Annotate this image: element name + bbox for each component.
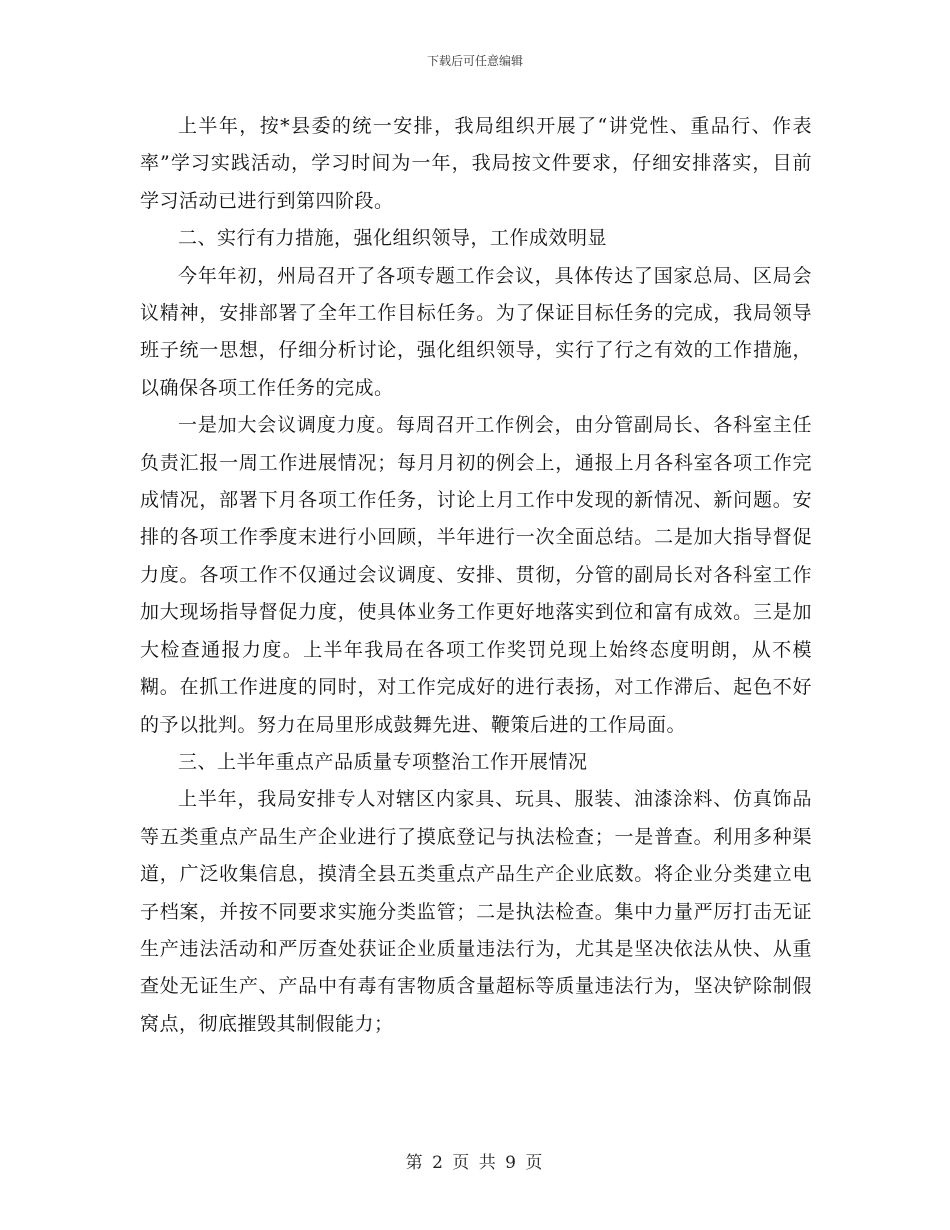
section-heading-2: 二、实行有力措施，强化组织领导，工作成效明显: [178, 227, 608, 250]
page-header: 下载后可任意编辑: [426, 54, 523, 68]
paragraph-study-activity: 上半年，按*县委的统一安排，我局组织开展了“讲党性、重品行、作表率”学习实践活动，学习时间为一年，我局按文件要求，仔细安排落实，目前学习活动已进行到第四阶段。: [140, 115, 812, 212]
paragraph-annual-tasks: 今年年初，州局召开了各项专题工作会议，具体传达了国家总局、区局会议精神，安排部署了全年工作目标任务。为了保证目标任务的完成，我局领导班子统一思想，仔细分析讨论，强化组织领导，实行了行之有效的工作措施，以确保各项工作任务的完成。: [140, 264, 812, 399]
paragraph-measures: 一是加大会议调度力度。每周召开工作例会，由分管副局长、各科室主任负责汇报一周工作进展情况；每月月初的例会上，通报上月各科室各项工作完成情况，部署下月各项工作任务，讨论上月工作中发现的新情况、新问题。安排的各项工作季度末进行小回顾，半年进行一次全面总结。二是加大指导督促力度。各项工作不仅通过会议调度、安排、贯彻，分管的副局长对各科室工作加大现场指导督促力度，使具体业务工作更好地落实到位和富有成效。三是加大检查通报力度。上半年我局在各项工作奖罚兑现上始终态度明朗，从不模糊。在抓工作进度的同时，对工作完成好的进行表扬，对工作滞后、起色不好的予以批判。努力在局里形成鼓舞先进、鞭策后进的工作局面。: [140, 414, 812, 736]
paragraph-quality-rectification: 上半年，我局安排专人对辖区内家具、玩具、服装、油漆涂料、仿真饰品等五类重点产品生产企业进行了摸底登记与执法检查；一是普查。利用多种渠道，广泛收集信息，摸清全县五类重点产品生产企业底数。将企业分类建立电子档案，并按不同要求实施分类监管；二是执法检查。集中力量严厉打击无证生产违法活动和严厉查处获证企业质量违法行为，尤其是坚决依法从快、从重查处无证生产、产品中有毒有害物质含量超标等质量违法行为，坚决铲除制假窝点，彻底摧毁其制假能力；: [140, 788, 812, 1035]
page-number: 第 2 页 共 9 页: [405, 1153, 545, 1173]
section-heading-3: 三、上半年重点产品质量专项整治工作开展情况: [178, 750, 588, 773]
document-body: [140, 108, 812, 1043]
